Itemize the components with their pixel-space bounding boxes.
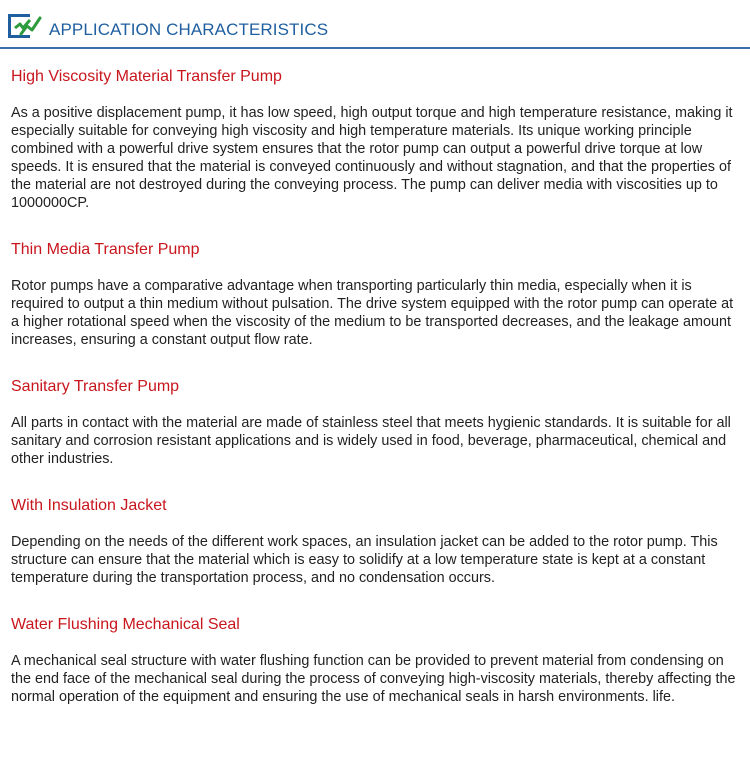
characteristic-section — [11, 615, 744, 706]
section-body: A mechanical seal structure with water flushing function can be provided to prevent material from condensing on the end face of the mechanical seal during the process of conveying high-viscosity materials, thereby affecting the normal operation of the equipment and ensuring the use of mechanical seals in harsh environments. life. — [11, 653, 736, 705]
section-heading: Thin Media Transfer Pump — [11, 241, 200, 258]
section-heading: With Insulation Jacket — [11, 497, 167, 514]
page-title: APPLICATION CHARACTERISTICS — [49, 20, 329, 39]
characteristics-list — [11, 67, 744, 706]
section-body: All parts in contact with the material are made of stainless steel that meets hygienic standards. It is suitable for all sanitary and corrosion resistant applications and is widely used in food, beverage, pharmaceutical, chemical and other industries. — [11, 415, 731, 467]
section-heading: Water Flushing Mechanical Seal — [11, 616, 240, 633]
characteristic-section — [11, 496, 744, 587]
characteristic-section — [11, 240, 744, 349]
section-header — [0, 0, 750, 50]
chart-check-icon — [6, 12, 42, 40]
section-body: Rotor pumps have a comparative advantage when transporting particularly thin media, especially when it is required to output a thin medium without pulsation. The drive system equipped with the rotor pump can operate at a higher rotational speed when the viscosity of the medium to be transported decreases, and the leakage amount increases, ensuring a constant output flow rate. — [11, 278, 734, 348]
section-heading: High Viscosity Material Transfer Pump — [11, 68, 282, 85]
section-body: As a positive displacement pump, it has low speed, high output torque and high temperature resistance, making it especially suitable for conveying high viscosity and high temperature materials. Its unique working principle combined with a powerful drive system ensures that the rotor pump can output a powerful drive torque at low speeds. It is ensured that the material is conveyed continuously and without stagnation, and that the properties of the material are not destroyed during the conveying process. The pump can deliver media with viscosities up to 1000000CP. — [11, 105, 733, 211]
characteristic-section — [11, 67, 744, 212]
header-divider — [0, 47, 750, 49]
section-body: Depending on the needs of the different work spaces, an insulation jacket can be added to the rotor pump. This structure can ensure that the material which is easy to solidify at a low temperature state is kept at a constant temperature during the transportation process, and no condensation occurs. — [11, 534, 718, 586]
section-heading: Sanitary Transfer Pump — [11, 378, 180, 395]
characteristic-section — [11, 377, 744, 468]
